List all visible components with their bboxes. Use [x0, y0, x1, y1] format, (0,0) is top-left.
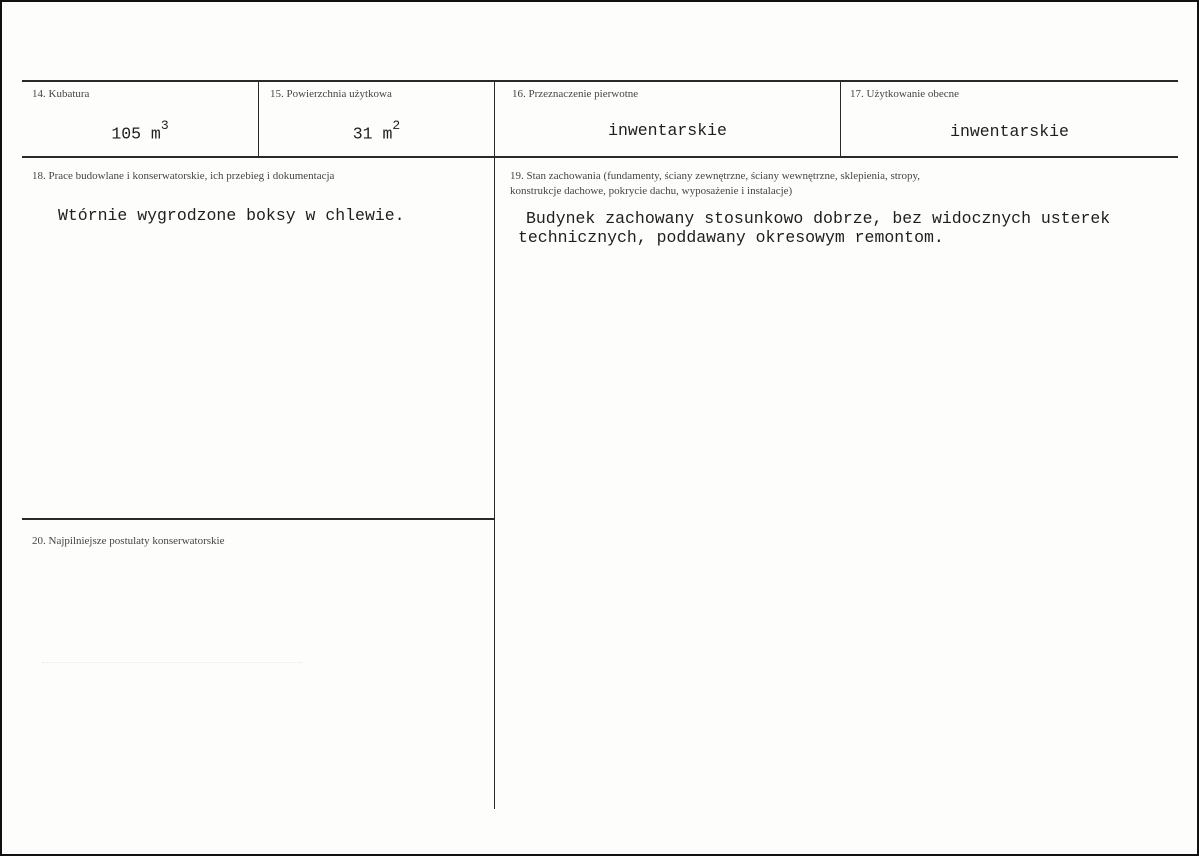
- field-15-label: 15. Powierzchnia użytkowa: [270, 88, 392, 100]
- faint-dotted-guide: [42, 662, 302, 664]
- column-divider-3: [840, 81, 841, 157]
- field-14-value-text: 105 m: [111, 124, 161, 144]
- field-19-value-line-1: Budynek zachowany stosunkowo dobrze, bez widocznych usterek: [526, 209, 1111, 228]
- field-14-superscript: 3: [160, 118, 169, 133]
- field-19-value-line-2: technicznych, poddawany okresowym remontom.: [518, 228, 944, 247]
- field-15-value-text: 31 m: [352, 124, 393, 144]
- field-18-label: 18. Prace budowlane i konserwatorskie, ich przebieg i dokumentacja: [32, 170, 335, 182]
- field-17-label: 17. Użytkowanie obecne: [850, 88, 960, 100]
- field-15-superscript: 2: [392, 118, 401, 133]
- field-19-label-line-2: konstrukcje dachowe, pokrycie dachu, wyposażenie i instalacje): [510, 185, 793, 197]
- left-column-divider: [22, 518, 494, 520]
- field-14-value: [22, 118, 258, 146]
- column-divider-2: [494, 81, 495, 809]
- field-19-label-line-1: 19. Stan zachowania (fundamenty, ściany zewnętrzne, ściany wewnętrzne, sklepienia, stropy,: [510, 170, 921, 182]
- top-row-divider: [22, 80, 1178, 82]
- field-16-value: inwentarskie: [608, 121, 727, 140]
- field-20-label: 20. Najpilniejsze postulaty konserwatorskie: [32, 535, 225, 547]
- field-18-value: Wtórnie wygrodzone boksy w chlewie.: [58, 206, 405, 225]
- middle-row-divider: [22, 156, 1178, 158]
- field-15-value: [259, 118, 494, 146]
- field-14-label: 14. Kubatura: [32, 88, 90, 100]
- field-17-value: inwentarskie: [950, 122, 1069, 141]
- field-16-label: 16. Przeznaczenie pierwotne: [512, 88, 639, 100]
